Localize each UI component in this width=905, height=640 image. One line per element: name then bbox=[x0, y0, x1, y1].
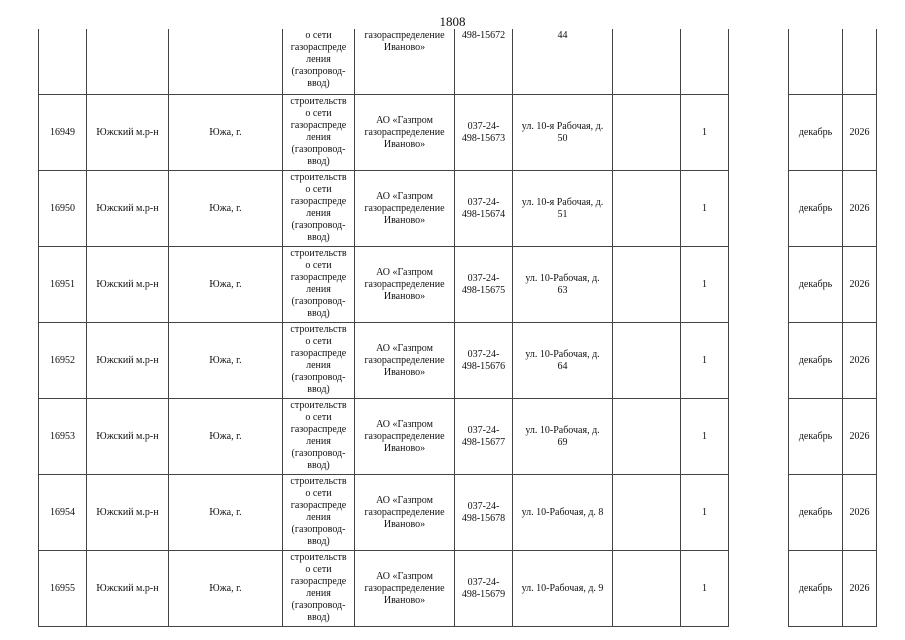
cell-id bbox=[39, 171, 87, 247]
cell-district-text: Южский м.р-н bbox=[96, 430, 159, 442]
cell-id bbox=[39, 551, 87, 627]
cell-org-text: АО «Газпром газораспределение Иваново» bbox=[364, 114, 445, 150]
cell-month-text: декабрь bbox=[798, 354, 833, 366]
cell-district bbox=[87, 171, 169, 247]
cell-address-text: ул. 10-я Рабочая, д. 50 bbox=[521, 120, 604, 144]
cell-work-text: строительств о сети газораспреде ления (газопровод- ввод) bbox=[290, 400, 347, 471]
cell-count-text: 1 bbox=[702, 354, 707, 366]
cell-count bbox=[681, 95, 729, 171]
cell-count bbox=[681, 323, 729, 399]
cell-year-text: 2026 bbox=[849, 354, 870, 366]
cell-locality bbox=[169, 171, 283, 247]
cell-district bbox=[87, 95, 169, 171]
cell-org-text: АО «Газпром газораспределение Иваново» bbox=[364, 418, 445, 454]
cell-year bbox=[843, 475, 877, 551]
cell-month-text: декабрь bbox=[798, 126, 833, 138]
cell-year bbox=[843, 95, 877, 171]
cell-district bbox=[87, 551, 169, 627]
cell-district-text: Южский м.р-н bbox=[96, 278, 159, 290]
cell-work bbox=[283, 29, 355, 95]
cell-work-text: строительств о сети газораспреде ления (газопровод- ввод) bbox=[290, 96, 347, 167]
cell-org bbox=[355, 95, 455, 171]
cell-address bbox=[513, 29, 613, 95]
table-row bbox=[39, 95, 877, 171]
cell-org bbox=[355, 247, 455, 323]
cell-year bbox=[843, 171, 877, 247]
cell-count-text: 1 bbox=[702, 430, 707, 442]
registry-table bbox=[38, 29, 877, 627]
cell-count bbox=[681, 29, 729, 95]
cell-num-text: 037-24- 498-15673 bbox=[461, 120, 506, 144]
cell-gap bbox=[729, 171, 789, 247]
cell-num-text: 037-24- 498-15679 bbox=[461, 576, 506, 600]
cell-empty bbox=[613, 475, 681, 551]
cell-address-text: ул. 10-Рабочая, д. 8 bbox=[521, 506, 604, 518]
cell-org-text: АО «Газпром газораспределение Иваново» bbox=[364, 190, 445, 226]
cell-locality bbox=[169, 551, 283, 627]
page-number: 1808 bbox=[439, 14, 466, 29]
cell-count bbox=[681, 475, 729, 551]
cell-district-text: Южский м.р-н bbox=[96, 354, 159, 366]
cell-work bbox=[283, 95, 355, 171]
cell-gap bbox=[729, 475, 789, 551]
cell-month bbox=[789, 399, 843, 475]
cell-address bbox=[513, 95, 613, 171]
table-row bbox=[39, 399, 877, 475]
cell-month-text: декабрь bbox=[798, 202, 833, 214]
cell-id bbox=[39, 95, 87, 171]
cell-work bbox=[283, 247, 355, 323]
cell-month bbox=[789, 95, 843, 171]
cell-num-text: 498-15672 bbox=[461, 30, 506, 41]
cell-num bbox=[455, 247, 513, 323]
cell-empty bbox=[613, 247, 681, 323]
cell-num bbox=[455, 323, 513, 399]
cell-address bbox=[513, 475, 613, 551]
cell-work bbox=[283, 399, 355, 475]
cell-num bbox=[455, 551, 513, 627]
cell-id bbox=[39, 323, 87, 399]
cell-org-text: АО «Газпром газораспределение Иваново» bbox=[364, 570, 445, 606]
cell-org-text: АО «Газпром газораспределение Иваново» bbox=[364, 494, 445, 530]
cell-locality bbox=[169, 323, 283, 399]
cell-address bbox=[513, 171, 613, 247]
cell-empty bbox=[613, 551, 681, 627]
cell-work-text: строительств о сети газораспреде ления (газопровод- ввод) bbox=[290, 248, 347, 319]
cell-num-text: 037-24- 498-15674 bbox=[461, 196, 506, 220]
cell-month-text: декабрь bbox=[798, 582, 833, 594]
cell-month bbox=[789, 323, 843, 399]
table-body bbox=[39, 29, 877, 627]
cell-count bbox=[681, 171, 729, 247]
cell-month bbox=[789, 551, 843, 627]
cell-num-text: 037-24- 498-15676 bbox=[461, 348, 506, 372]
cell-count-text: 1 bbox=[702, 126, 707, 138]
cell-address-text: ул. 10-Рабочая, д. 9 bbox=[521, 582, 604, 594]
cell-count-text: 1 bbox=[702, 278, 707, 290]
cell-id-text: 16953 bbox=[50, 430, 75, 442]
cell-address-text: ул. 10-я Рабочая, д. 51 bbox=[521, 196, 604, 220]
cell-district-text: Южский м.р-н bbox=[96, 202, 159, 214]
cell-district-text: Южский м.р-н bbox=[96, 126, 159, 138]
cell-empty bbox=[613, 323, 681, 399]
cell-district-text: Южский м.р-н bbox=[96, 582, 159, 594]
cell-org bbox=[355, 475, 455, 551]
table-row bbox=[39, 247, 877, 323]
cell-id bbox=[39, 29, 87, 95]
cell-work bbox=[283, 551, 355, 627]
cell-gap bbox=[729, 29, 789, 95]
cell-org bbox=[355, 29, 455, 95]
cell-year bbox=[843, 247, 877, 323]
cell-year-text: 2026 bbox=[849, 202, 870, 214]
cell-id bbox=[39, 475, 87, 551]
cell-month bbox=[789, 171, 843, 247]
cell-address-text: ул. 10-Рабочая, д. 69 bbox=[525, 424, 600, 448]
cell-work bbox=[283, 475, 355, 551]
cell-empty bbox=[613, 29, 681, 95]
cell-year-text: 2026 bbox=[849, 582, 870, 594]
cell-locality-text: Южа, г. bbox=[209, 354, 242, 366]
table-row bbox=[39, 551, 877, 627]
cell-org bbox=[355, 171, 455, 247]
cell-count-text: 1 bbox=[702, 202, 707, 214]
cell-gap bbox=[729, 551, 789, 627]
cell-id-text: 16949 bbox=[50, 126, 75, 138]
cell-num bbox=[455, 475, 513, 551]
cell-work-text: о сети газораспреде ления (газопровод- ввод) bbox=[290, 30, 347, 89]
cell-year-text: 2026 bbox=[849, 278, 870, 290]
cell-id bbox=[39, 247, 87, 323]
cell-locality-text: Южа, г. bbox=[209, 202, 242, 214]
cell-org-text: АО «Газпром газораспределение Иваново» bbox=[364, 266, 445, 302]
cell-gap bbox=[729, 247, 789, 323]
cell-locality bbox=[169, 29, 283, 95]
cell-year-text: 2026 bbox=[849, 126, 870, 138]
cell-year-text: 2026 bbox=[849, 430, 870, 442]
cell-year-text: 2026 bbox=[849, 506, 870, 518]
cell-year bbox=[843, 551, 877, 627]
cell-month bbox=[789, 475, 843, 551]
cell-month bbox=[789, 29, 843, 95]
cell-org bbox=[355, 323, 455, 399]
table-row-continuation bbox=[39, 29, 877, 95]
cell-id bbox=[39, 399, 87, 475]
table-row bbox=[39, 171, 877, 247]
cell-locality-text: Южа, г. bbox=[209, 430, 242, 442]
cell-work bbox=[283, 323, 355, 399]
cell-month bbox=[789, 247, 843, 323]
cell-month-text: декабрь bbox=[798, 430, 833, 442]
cell-address bbox=[513, 247, 613, 323]
cell-id-text: 16952 bbox=[50, 354, 75, 366]
cell-district bbox=[87, 475, 169, 551]
cell-count-text: 1 bbox=[702, 506, 707, 518]
cell-id-text: 16954 bbox=[50, 506, 75, 518]
cell-gap bbox=[729, 399, 789, 475]
cell-work-text: строительств о сети газораспреде ления (газопровод- ввод) bbox=[290, 476, 347, 547]
cell-month-text: декабрь bbox=[798, 278, 833, 290]
cell-gap bbox=[729, 95, 789, 171]
cell-address bbox=[513, 551, 613, 627]
cell-locality bbox=[169, 475, 283, 551]
cell-count bbox=[681, 551, 729, 627]
cell-work-text: строительств о сети газораспреде ления (газопровод- ввод) bbox=[290, 324, 347, 395]
cell-empty bbox=[613, 399, 681, 475]
cell-count-text: 1 bbox=[702, 582, 707, 594]
cell-year bbox=[843, 323, 877, 399]
cell-empty bbox=[613, 95, 681, 171]
cell-district bbox=[87, 399, 169, 475]
cell-locality bbox=[169, 247, 283, 323]
cell-num-text: 037-24- 498-15675 bbox=[461, 272, 506, 296]
cell-num bbox=[455, 29, 513, 95]
cell-address-text: ул. 10-Рабочая, д. 64 bbox=[525, 348, 600, 372]
cell-district bbox=[87, 323, 169, 399]
cell-num bbox=[455, 399, 513, 475]
cell-year bbox=[843, 399, 877, 475]
cell-work-text: строительств о сети газораспреде ления (газопровод- ввод) bbox=[290, 172, 347, 243]
cell-org-text: газораспределение Иваново» bbox=[364, 30, 445, 53]
cell-district-text: Южский м.р-н bbox=[96, 506, 159, 518]
cell-num-text: 037-24- 498-15677 bbox=[461, 424, 506, 448]
cell-address-text: ул. 10-Рабочая, д. 63 bbox=[525, 272, 600, 296]
cell-org bbox=[355, 551, 455, 627]
cell-year bbox=[843, 29, 877, 95]
cell-id-text: 16951 bbox=[50, 278, 75, 290]
cell-locality-text: Южа, г. bbox=[209, 582, 242, 594]
cell-id-text: 16955 bbox=[50, 582, 75, 594]
table-row bbox=[39, 475, 877, 551]
cell-address bbox=[513, 323, 613, 399]
cell-work-text: строительств о сети газораспреде ления (газопровод- ввод) bbox=[290, 552, 347, 623]
cell-num bbox=[455, 171, 513, 247]
cell-org bbox=[355, 399, 455, 475]
cell-org-text: АО «Газпром газораспределение Иваново» bbox=[364, 342, 445, 378]
cell-gap bbox=[729, 323, 789, 399]
cell-locality bbox=[169, 399, 283, 475]
cell-id-text: 16950 bbox=[50, 202, 75, 214]
cell-empty bbox=[613, 171, 681, 247]
cell-district bbox=[87, 29, 169, 95]
cell-count bbox=[681, 399, 729, 475]
cell-locality-text: Южа, г. bbox=[209, 126, 242, 138]
cell-num bbox=[455, 95, 513, 171]
cell-work bbox=[283, 171, 355, 247]
cell-address-text: 44 bbox=[557, 30, 568, 41]
cell-count bbox=[681, 247, 729, 323]
table-row bbox=[39, 323, 877, 399]
cell-num-text: 037-24- 498-15678 bbox=[461, 500, 506, 524]
cell-month-text: декабрь bbox=[798, 506, 833, 518]
cell-address bbox=[513, 399, 613, 475]
cell-district bbox=[87, 247, 169, 323]
cell-locality-text: Южа, г. bbox=[209, 506, 242, 518]
cell-locality-text: Южа, г. bbox=[209, 278, 242, 290]
cell-locality bbox=[169, 95, 283, 171]
